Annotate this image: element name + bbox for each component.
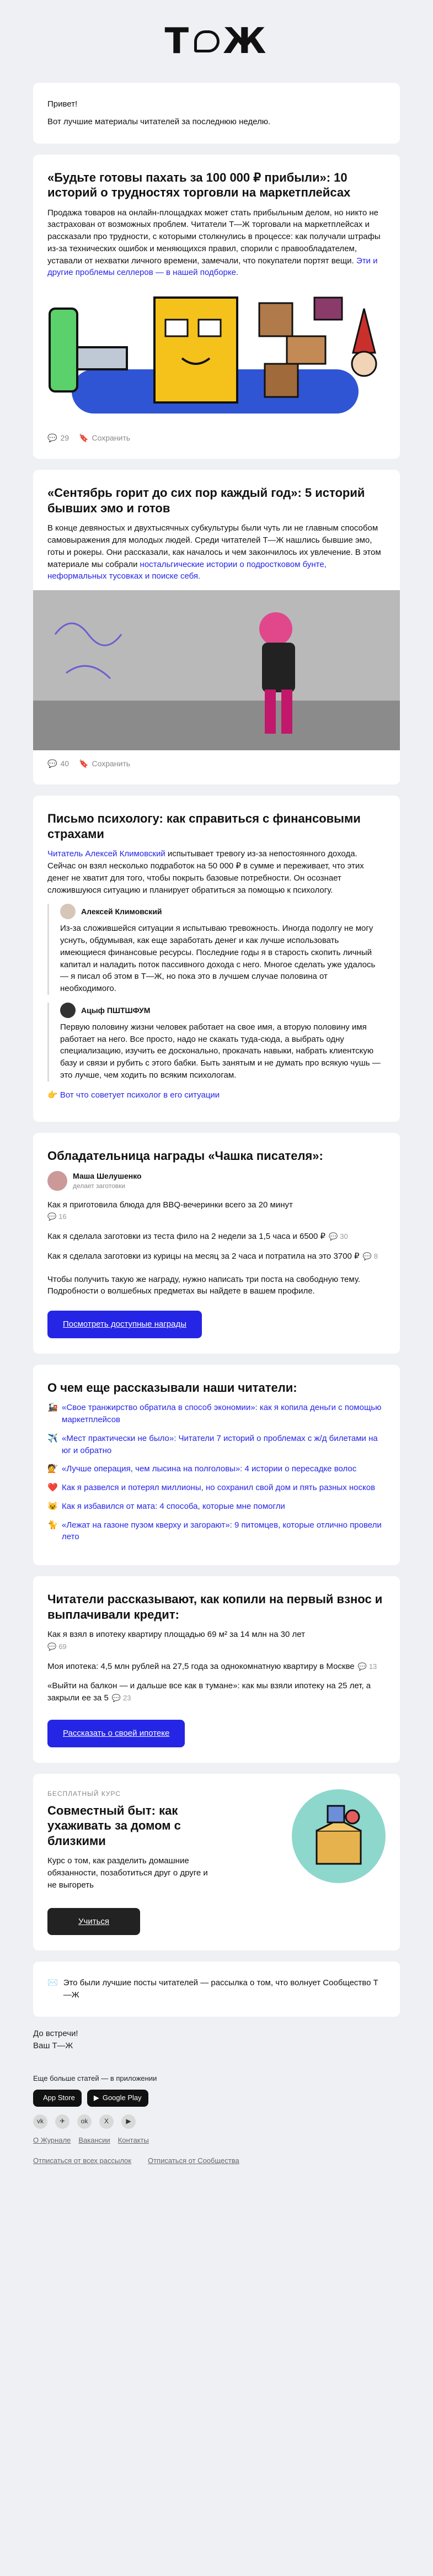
comments-button[interactable]: 💬 40 [47, 758, 69, 769]
comment-icon: 💬 [362, 1252, 372, 1260]
view-awards-button[interactable]: Посмотреть доступные награды [47, 1311, 202, 1338]
footer-link-contacts[interactable]: Контакты [117, 2136, 149, 2145]
intro-card [33, 83, 400, 144]
mortgage-card [33, 1576, 400, 1763]
heart-icon: ❤️ [47, 1483, 58, 1493]
ok-icon[interactable]: ok [77, 2114, 92, 2129]
course-card [33, 1774, 400, 1951]
avatar [60, 1003, 76, 1018]
more-title: О чем еще рассказывали наши читатели: [47, 1380, 297, 1395]
award-title: Обладательница награды «Чашка писателя»: [47, 1149, 323, 1163]
quote-reader [47, 904, 386, 995]
footer-link-about[interactable]: О Журнале [33, 2136, 71, 2145]
unsubscribe-links [33, 2156, 400, 2166]
psych-cta-link[interactable]: Вот что советует психолог в его ситуации [60, 1090, 220, 1100]
footer-links [33, 2135, 400, 2146]
x-icon[interactable]: X [99, 2114, 114, 2129]
comment-icon: 💬 [111, 1694, 121, 1703]
cat-face-icon: 😺 [47, 1501, 58, 1511]
comment-icon: 💬 [47, 759, 57, 768]
award-post[interactable]: Как я сделала заготовки из курицы на месяц за 2 часа и потратила на это 3700 ₽ 💬 8 [47, 1251, 378, 1261]
note-card [33, 1962, 400, 2017]
article-title[interactable]: «Будьте готовы пахать за 100 000 ₽ прибыли»: 10 историй о трудностях торговли на маркетплейсах [47, 170, 351, 199]
box-illustration [292, 1789, 386, 1883]
emo-photo [33, 590, 400, 750]
article-text: В конце девяностых и двухтысячных субкультуры были чуть ли не главным способом самовыражения для молодых людей. Среди читателей Т—Ж нашлись бывшие эмо, готы и рокеры. Они рассказали, как началось и чем закончилось их увлечение. В этом материале мы собрали ностальгические истории о подростковом бунте, неформальных тусовках и поиске себя. [47, 523, 381, 581]
award-post[interactable]: Как я сделала заготовки из теста фило на 2 недели за 1,5 часа и 6500 ₽ 💬 30 [47, 1232, 348, 1242]
avatar [47, 1171, 67, 1191]
psych-title: Письмо психологу: как справиться с финансовыми страхами [47, 812, 361, 841]
app-store-button[interactable]: App Store [33, 2090, 82, 2107]
google-play-button[interactable]: ▶ Google Play [87, 2090, 148, 2107]
comment-icon: 💬 [47, 1212, 57, 1221]
bookmark-icon: 🔖 [79, 759, 89, 768]
comment-icon: 💬 [357, 1662, 367, 1671]
quote-text: Первую половину жизни человек работает на свое имя, а вторую половину имя работает на него. Все просто, надо не скакать туда-сюда, а выбрать одну специализацию, изучить ее досконально, прокачать навыки, набрать клиентскую базу и связи и рубить с этого бабки. Быть занятым и не думать про всякую чушь — это лучше, чем ходить по всяким психологам. [60, 1022, 381, 1080]
airplane-icon: ✈️ [47, 1433, 58, 1443]
footer-link-jobs[interactable]: Вакансии [78, 2136, 110, 2145]
intro-text: Вот лучшие материалы читателей за последнюю неделю. [47, 116, 271, 126]
train-icon: 🚂 [47, 1403, 58, 1413]
psych-lead: Читатель Алексей Климовский испытывает тревогу из-за непостоянного дохода. Сейчас он взял несколько подработок на 50 000 ₽ в сумме и переживает, что этих денег не хватит для того, чтобы покрыть базовые потребности. Он осознает сложившуюся ситуацию и планирует обратиться за помощью к психологу. [47, 849, 364, 895]
telegram-icon[interactable]: ✈ [55, 2114, 70, 2129]
save-button[interactable]: 🔖 Сохранить [79, 432, 130, 443]
more-stories-card [33, 1365, 400, 1565]
save-button[interactable]: 🔖 Сохранить [79, 758, 130, 769]
note-text: Это были лучшие посты читателей — рассылка о том, что волнует Сообщество Т—Ж [63, 1978, 378, 2000]
comment-icon: 💬 [329, 1232, 338, 1241]
article-link[interactable]: ностальгические истории о подростковом бунте, неформальных тусовках и поиске себя. [47, 559, 327, 581]
youtube-icon[interactable]: ▶ [121, 2114, 136, 2129]
speech-bubble-icon [194, 30, 220, 52]
header [0, 0, 433, 83]
haircut-icon: 💇 [47, 1464, 58, 1474]
award-author[interactable]: Маша Шелушенко делает заготовки [47, 1170, 386, 1191]
course-illustration [292, 1789, 386, 1883]
award-card [33, 1133, 400, 1353]
mortgage-post[interactable]: Как я взял в ипотеку квартиру площадью 69 м² за 14 млн на 30 лет 💬 69 [47, 1629, 386, 1653]
list-item: ❤️ Как я развелся и потерял миллионы, но сохранил свой дом и пять разных носков [47, 1482, 386, 1494]
mortgage-post[interactable]: «Выйти на балкон — и дальше все как в тумане»: как мы взяли ипотеку на 25 лет, а закрыли ее за 5 💬 23 [47, 1681, 371, 1703]
list-item: 🚂 «Свое транжирство обратила в способ экономии»: как я копила деньги с помощью маркетплейсов [47, 1402, 386, 1426]
envelope-icon: ✉️ [47, 1978, 58, 1988]
article-card-emo [33, 470, 400, 785]
course-label: БЕСПЛАТНЫЙ КУРС [47, 1789, 121, 1798]
share-mortgage-button[interactable]: Рассказать о своей ипотеке [47, 1720, 185, 1747]
article-illustration[interactable] [33, 287, 400, 425]
article-photo[interactable] [33, 590, 400, 750]
article-meta [47, 758, 386, 769]
list-item: 🐈 «Лежат на газоне пузом кверху и загорают»: 9 питомцев, которые отлично провели лето [47, 1519, 386, 1544]
article-title[interactable]: «Сентябрь горит до сих пор каждый год»: 5 историй бывших эмо и готов [47, 486, 365, 515]
bookmark-icon: 🔖 [79, 433, 89, 442]
learn-button[interactable]: Учиться [47, 1908, 140, 1936]
apps-label: Еще больше статей — в приложении [33, 2074, 157, 2083]
award-text: Чтобы получить такую же награду, нужно написать три поста на свободную тему. Подробности о волшебных предметах вы найдете в вашем профиле. [47, 1274, 361, 1296]
tzh-logo[interactable]: Т Ж [164, 20, 269, 62]
comments-button[interactable]: 💬 29 [47, 432, 69, 443]
article-text: Продажа товаров на онлайн-площадках может стать прибыльным делом, но никто не застрахован от возможных проблем. Читатели Т—Ж торговали на маркетплейсах и рассказали про трудности, с которыми столкнулись в процессе: как получали штрафы из-за технических ошибок и меняющихся правил, спорили с правообладателем, уставали от нехватки личного времени, замечали, что покупатели портят вещи. Эти и другие проблемы селлеров — в нашей подборке. [47, 208, 381, 278]
psychologist-card [33, 796, 400, 1122]
avatar [60, 904, 76, 919]
unsubscribe-all-link[interactable]: Отписаться от всех рассылок [33, 2156, 131, 2165]
quote-text: Из-за сложившейся ситуации я испытываю тревожность. Иногда подолгу не могу уснуть, обдумывая, как еще заработать денег и как лучше использовать имеющиеся финансовые ресурсы. Последние годы я в старость скопить личный капитал и наладить поток пассивного дохода с него. Многое сделать уже удалось — я писал об этом в Т—Ж, но пока это в лучшем случае половина от необходимого. [60, 924, 376, 994]
list-item: 💇 «Лучше операция, чем лысина на полголовы»: 4 истории о пересадке волос [47, 1463, 386, 1475]
list-item: 😺 Как я избавился от мата: 4 способа, которые мне помогли [47, 1501, 386, 1513]
pointing-hand-icon: 👉 [47, 1090, 58, 1100]
marketplace-illustration [33, 287, 400, 425]
mortgage-post[interactable]: Моя ипотека: 4,5 млн рублей на 27,5 года за однокомнатную квартиру в Москве 💬 13 [47, 1661, 377, 1671]
mortgage-title: Читатели рассказывают, как копили на первый взнос и выплачивали кредит: [47, 1592, 383, 1621]
social-links [33, 2114, 400, 2129]
cat-icon: 🐈 [47, 1520, 58, 1530]
course-title[interactable]: Совместный быт: как ухаживать за домом с близкими [47, 1803, 181, 1848]
play-icon: ▶ [93, 2093, 99, 2102]
greeting: Привет! [47, 99, 78, 109]
footer [33, 2074, 400, 2166]
unsubscribe-community-link[interactable]: Отписаться от Сообщества [147, 2156, 239, 2165]
course-text: Курс о том, как разделить домашние обязанности, позаботиться друг о друге и не выгореть [47, 1856, 208, 1890]
comment-icon: 💬 [47, 433, 57, 442]
quote-commenter [47, 1003, 386, 1082]
signoff: До встречи! Ваш Т—Ж [33, 2028, 78, 2050]
author-link[interactable]: Читатель Алексей Климовский [47, 849, 165, 859]
comment-icon: 💬 [47, 1642, 57, 1651]
article-card-marketplaces [33, 155, 400, 459]
vk-icon[interactable]: vk [33, 2114, 47, 2129]
quote-author[interactable]: Алексей Климовский [81, 907, 162, 916]
award-post[interactable]: Как я приготовила блюда для BBQ-вечеринки всего за 20 минут 💬 16 [47, 1199, 386, 1223]
article-meta [47, 432, 386, 443]
quote-author[interactable]: Ацыф ПШТШФУМ [81, 1005, 151, 1015]
list-item: ✈️ «Мест практически не было»: Читатели 7 историй о проблемах с ж/д билетами на юг и обратно [47, 1433, 386, 1457]
article-link[interactable]: Эти и другие проблемы селлеров — в нашей подборке. [47, 256, 378, 278]
